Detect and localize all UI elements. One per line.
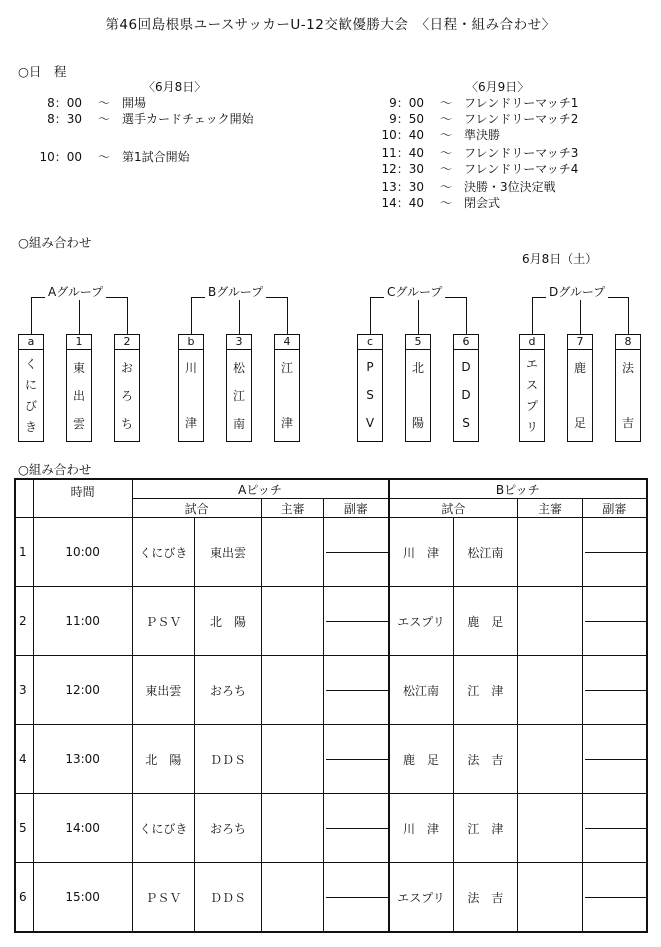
assistant-divider [326,690,387,691]
pitch-a-team-2: 東出雲 [195,518,262,587]
bracket-drop [370,297,371,334]
schedule-event: フレンドリーマッチ1 [464,96,579,110]
bracket-drop [127,297,128,334]
pitch-b-team-2: 法 吉 [453,725,518,794]
header-pitch-b: Bピッチ [389,479,648,499]
bracket-drop [466,297,467,334]
pitch-b-assistant [582,587,647,656]
header-referee-b: 主審 [518,499,583,518]
schedule-event: 準決勝 [464,128,501,142]
match-time: 10:00 [33,518,132,587]
pitch-a-team-1: ＰＳＶ [132,863,195,933]
team-name-char: 東 [72,360,85,375]
match-number: 5 [15,794,33,863]
schedule-tilde: ～ [440,196,453,210]
schedule-event: フレンドリーマッチ3 [464,146,579,160]
team-name-char: D [461,360,471,374]
team-name-char: S [462,416,470,430]
team-name-char: V [365,416,375,430]
pitch-b-assistant [582,656,647,725]
schedule-tilde: ～ [440,162,453,176]
team-index: 8 [616,335,640,350]
pitch-a-team-1: 北 陽 [132,725,195,794]
team-box [567,334,593,442]
team-name [568,349,592,441]
day1-label: 〈6月8日〉 [143,80,207,94]
pitch-b-referee [518,794,583,863]
assistant-divider [585,621,646,622]
group-label: Dグループ [546,283,608,300]
pitch-a-team-1: くにびき [132,518,195,587]
team-index: c [358,335,382,350]
pitch-a-team-1: ＰＳＶ [132,587,195,656]
team-name-char: 足 [573,416,586,430]
team-name-char: 出 [72,388,85,403]
team-name-char: 津 [184,416,197,430]
schedule-row [374,178,634,194]
pitch-a-assistant [324,863,389,933]
bracket-drop [532,297,533,334]
match-number: 6 [15,863,33,933]
assistant-divider [326,621,387,622]
header-time: 時間 [33,479,132,518]
pitch-a-team-2: 北 陽 [195,587,262,656]
bracket-drop [418,297,419,334]
team-name [227,349,251,441]
group-label: Aグループ [45,283,106,300]
team-name-char: 雲 [72,416,85,431]
match-time: 15:00 [33,863,132,933]
bracket-drop [79,297,80,334]
match-row [15,587,647,656]
pitch-b-assistant [582,863,647,933]
schedule-tilde: ～ [98,150,111,164]
pitch-a-team-2: おろち [195,794,262,863]
pitch-b-assistant [582,518,647,587]
group-label: Cグループ [384,283,445,300]
schedule-event: 選手カードチェック開始 [122,112,254,126]
assistant-divider [585,828,646,829]
team-name [179,349,203,441]
team-index: 6 [454,335,478,350]
bracket-drop [580,297,581,334]
pitch-a-team-2: ＤＤＳ [195,725,262,794]
pitch-a-team-1: 東出雲 [132,656,195,725]
team-name-char: D [461,388,471,402]
pitch-a-assistant [324,518,389,587]
matches-heading: ○組み合わせ [18,462,92,477]
team-box [226,334,252,442]
pitch-b-team-2: 法 吉 [453,863,518,933]
match-row [15,794,647,863]
pitch-b-assistant [582,794,647,863]
schedule-time: 8：30 [47,112,82,126]
schedule-event: フレンドリーマッチ4 [464,162,579,176]
team-name-char: プ [525,399,538,413]
team-name [406,349,430,441]
team-name-char: 津 [280,416,293,430]
assistant-divider [585,690,646,691]
pitch-b-team-2: 鹿 足 [453,587,518,656]
team-name-char: 南 [232,416,245,431]
match-time: 14:00 [33,794,132,863]
team-name-char: き [24,420,37,434]
schedule-tilde: ～ [98,96,111,110]
pitch-a-assistant [324,587,389,656]
assistant-divider [326,897,387,898]
schedule-tilde: ～ [440,128,453,142]
schedule-time: 14：40 [381,196,424,210]
header-match-b: 試合 [389,499,518,518]
schedule-time: 12：30 [381,162,424,176]
pitch-b-team-1: 松江南 [389,656,454,725]
schedule-row [32,94,292,110]
schedule-time: 10：40 [381,128,424,142]
assistant-divider [326,552,387,553]
schedule-time: 10：00 [39,150,82,164]
schedule-tilde: ～ [440,180,453,194]
match-time: 11:00 [33,587,132,656]
team-name-char: お [120,360,133,375]
pitch-a-team-1: くにびき [132,794,195,863]
assistant-divider [585,552,646,553]
pitch-a-referee [261,656,324,725]
assistant-divider [585,759,646,760]
assistant-divider [585,897,646,898]
schedule-time: 9：00 [389,96,424,110]
team-name [67,349,91,441]
team-box [114,334,140,442]
schedule-row [374,144,634,160]
pitch-b-team-1: 川 津 [389,518,454,587]
assistant-divider [326,759,387,760]
header-assistant-a: 副審 [324,499,389,518]
team-name-char: 川 [184,361,197,375]
schedule-row [32,110,292,126]
group-label: Bグループ [205,283,266,300]
team-name-char: 吉 [621,416,634,430]
team-box [18,334,44,442]
team-box [453,334,479,442]
pitch-b-team-1: エスプリ [389,863,454,933]
pitch-a-referee [261,587,324,656]
team-name-char: 江 [280,361,293,375]
schedule-time: 13：30 [381,180,424,194]
day2-label: 〈6月9日〉 [466,80,530,94]
team-index: a [19,335,43,350]
team-name-char: P [366,360,374,374]
team-index: 5 [406,335,430,350]
pitch-a-referee [261,725,324,794]
pitch-a-team-2: ＤＤＳ [195,863,262,933]
team-box [519,334,545,442]
header-no [15,479,33,518]
bracket-drop [239,297,240,334]
team-name-char: く [24,357,37,371]
pitch-b-team-1: エスプリ [389,587,454,656]
team-name-char: 陽 [411,416,424,430]
match-number: 3 [15,656,33,725]
pitch-b-referee [518,863,583,933]
pitch-b-team-1: 鹿 足 [389,725,454,794]
schedule-time: 9：50 [389,112,424,126]
pitch-a-assistant [324,656,389,725]
team-name-char: 江 [232,388,245,403]
team-index: 7 [568,335,592,350]
schedule-heading: ○日 程 [18,64,67,79]
schedule-row [32,148,292,164]
team-name-char: S [366,388,374,402]
team-index: 4 [275,335,299,350]
match-number: 4 [15,725,33,794]
pitch-a-assistant [324,794,389,863]
team-name [454,349,478,441]
pitch-b-assistant [582,725,647,794]
header-match-a: 試合 [132,499,261,518]
team-name [275,349,299,441]
team-name-char: び [24,399,37,413]
schedule-time: 8：00 [47,96,82,110]
team-name-char: 鹿 [573,361,586,375]
team-box [405,334,431,442]
match-row [15,656,647,725]
pitch-a-referee [261,794,324,863]
schedule-row [374,160,634,176]
team-name-char: エ [525,357,538,371]
schedule-tilde: ～ [98,112,111,126]
match-row [15,518,647,587]
pitch-b-team-2: 江 津 [453,794,518,863]
pitch-a-referee [261,863,324,933]
team-name [520,349,544,441]
team-name-char: 北 [411,361,424,375]
assistant-divider [326,828,387,829]
pitch-b-team-2: 江 津 [453,656,518,725]
team-box [178,334,204,442]
bracket-drop [191,297,192,334]
schedule-event: 開場 [122,96,147,110]
pitch-b-referee [518,587,583,656]
team-box [615,334,641,442]
schedule-row [374,110,634,126]
groups-heading: ○組み合わせ [18,235,92,250]
match-table [14,478,648,933]
team-name-char: ろ [120,388,133,403]
match-number: 1 [15,518,33,587]
match-number: 2 [15,587,33,656]
page-title: 第46回島根県ユースサッカーU-12交歓優勝大会 〈日程・組み合わせ〉 [105,17,556,33]
schedule-row [374,194,634,210]
pitch-a-team-2: おろち [195,656,262,725]
groups-date: 6月8日（土） [522,252,598,266]
schedule-event: 閉会式 [464,196,501,210]
team-box [66,334,92,442]
bracket-drop [628,297,629,334]
schedule-row [374,94,634,110]
team-name [19,349,43,441]
header-assistant-b: 副審 [582,499,647,518]
team-box [274,334,300,442]
bracket-drop [287,297,288,334]
schedule-tilde: ～ [440,146,453,160]
team-name [358,349,382,441]
schedule-row [374,126,634,142]
team-name-char: 法 [621,361,634,375]
match-row [15,863,647,933]
team-name-char: ち [120,416,133,431]
team-index: 1 [67,335,91,350]
pitch-b-team-1: 川 津 [389,794,454,863]
bracket-drop [31,297,32,334]
pitch-b-referee [518,725,583,794]
team-index: d [520,335,544,350]
team-name-char: に [24,378,37,392]
schedule-event: 決勝・3位決定戦 [464,180,556,194]
match-time: 13:00 [33,725,132,794]
team-name [115,349,139,441]
pitch-b-team-2: 松江南 [453,518,518,587]
header-pitch-a: Aピッチ [132,479,388,499]
pitch-b-referee [518,518,583,587]
match-time: 12:00 [33,656,132,725]
header-referee-a: 主審 [261,499,324,518]
team-name-char: 松 [232,360,245,375]
schedule-tilde: ～ [440,96,453,110]
team-index: 3 [227,335,251,350]
schedule-event: フレンドリーマッチ2 [464,112,579,126]
pitch-a-referee [261,518,324,587]
schedule-tilde: ～ [440,112,453,126]
match-row [15,725,647,794]
team-name-char: ス [525,378,538,392]
schedule-time: 11：40 [381,146,424,160]
schedule-event: 第1試合開始 [122,150,190,164]
team-index: b [179,335,203,350]
team-name-char: リ [525,420,538,434]
team-name [616,349,640,441]
team-box [357,334,383,442]
team-index: 2 [115,335,139,350]
pitch-b-referee [518,656,583,725]
pitch-a-assistant [324,725,389,794]
